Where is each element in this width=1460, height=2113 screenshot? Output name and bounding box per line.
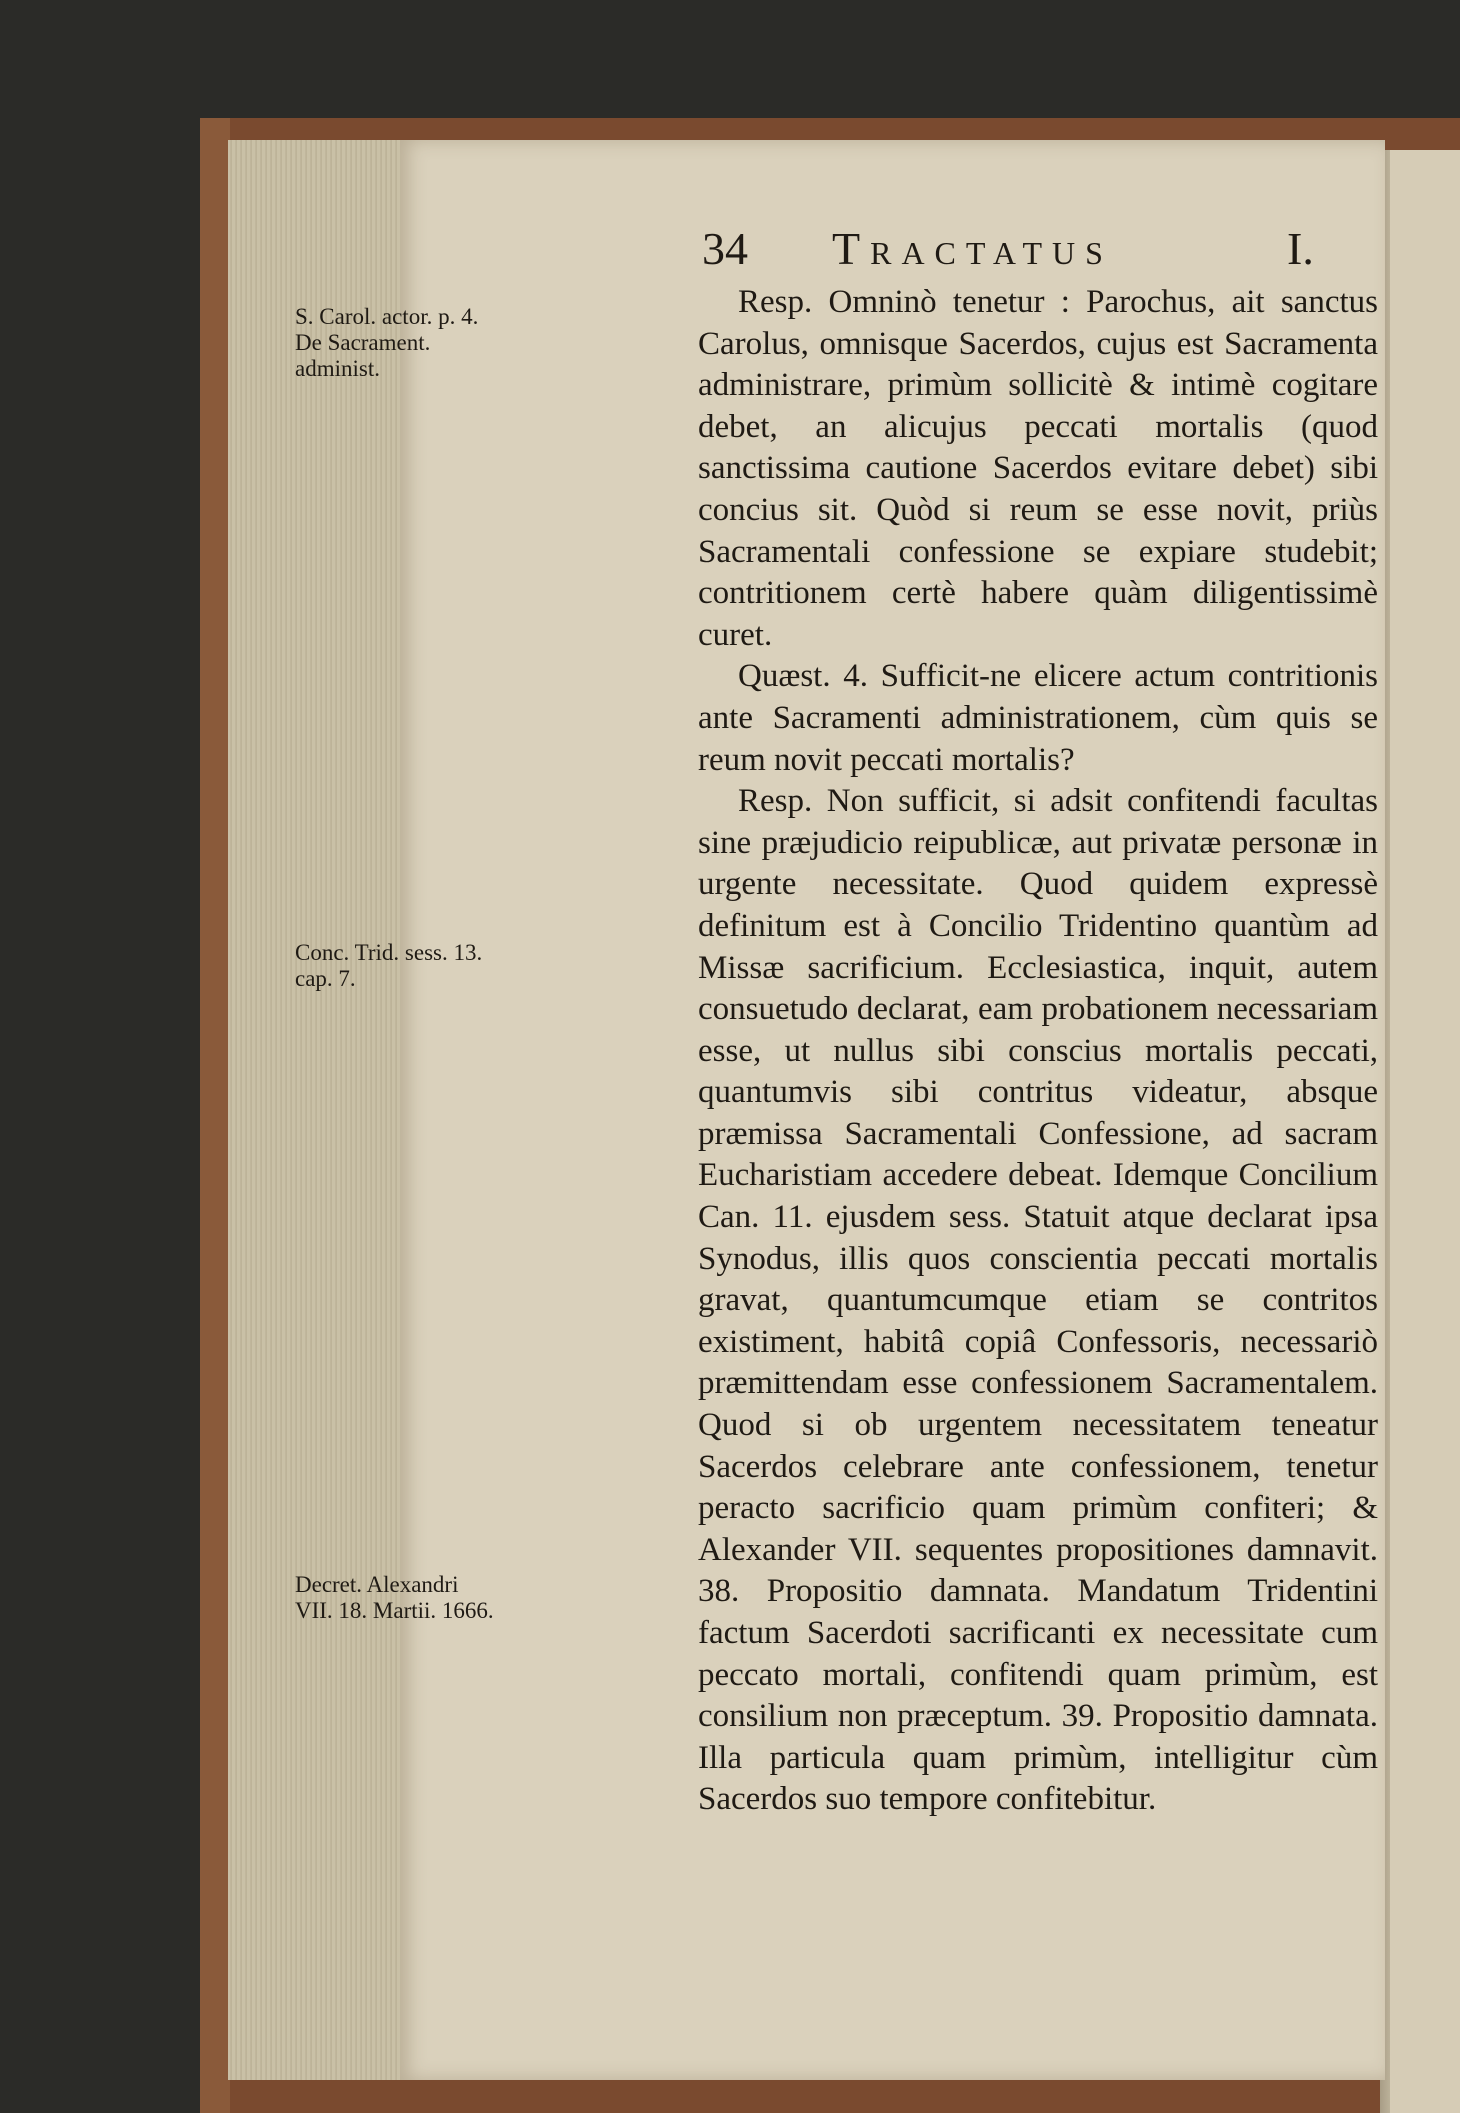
paragraph: Resp. Omninò tenetur : Parochus, ait sanctus Carolus, omnisque Sacerdos, cujus est Sacramenta administrare, primùm sollicitè & intimè cogitare debet, an alicujus peccati mortalis (quod sanctissima cautione Sacerdos evitare debet) sibi concius sit. Quòd si reum se esse novit, priùs Sacramentali confessione se expiare studebit; contritionem certè habere quàm diligentissimè curet. (698, 284, 1378, 653)
margin-note: Conc. Trid. sess. 13. cap. 7. (295, 940, 483, 991)
page-stack-edges (228, 140, 403, 2080)
paragraph: Resp. Non sufficit, si adsit confitendi facultas sine præjudicio reipublicæ, aut privatæ personæ in urgente necessitate. Quod quidem expressè definitum est à Concilio Tridentino quantùm ad Missæ sacrificium. Ecclesiastica, inquit, autem consuetudo declarat, eam probationem necessariam esse, ut nullus sibi conscius mortalis peccati, quantumvis sibi contritus videatur, absque præmissa Sacramentali Confessione, ad sacram Eucharistiam accedere debeat. Idemque Concilium Can. 11. ejusdem sess. Statuit atque declarat ipsa Synodus, illis quos conscientia peccati mortalis gravat, quantumcumque etiam se contritos existiment, habitâ copiâ Confessoris, necessariò præmittendam esse confessionem Sacramentalem. Quod si ob urgentem necessitatem teneatur Sacerdos celebrare ante confessionem, tenetur peracto sacrificio quam primùm confiteri; & Alexander VII. sequentes propositiones damnavit. 38. Propositio damnata. Mandatum Tridentini factum Sacerdoti sacrificanti ex necessitate cum peccato mortali, confitendi quam primùm, est consilium non præceptum. 39. Propositio damnata. Illa particula quam primùm, intelligitur cùm Sacerdos suo tempore confitebitur. (698, 783, 1378, 1818)
margin-note: Decret. Alexandri VII. 18. Martii. 1666. (295, 1572, 494, 1623)
facing-page-edge (1390, 150, 1460, 2113)
main-text (698, 282, 1378, 1821)
book-page (295, 140, 1385, 2080)
paragraph: Quæst. 4. Sufficit-ne elicere actum contritionis ante Sacramenti administrationem, cùm quis se reum novit peccati mortalis? (698, 658, 1378, 778)
page-number: 34 (702, 223, 748, 274)
margin-note: S. Carol. actor. p. 4. De Sacrament. administ. (295, 304, 479, 381)
cover-spine-edge (200, 118, 230, 2113)
running-title: Tractatus (832, 223, 1113, 274)
treatise-number: I. (1287, 223, 1314, 274)
